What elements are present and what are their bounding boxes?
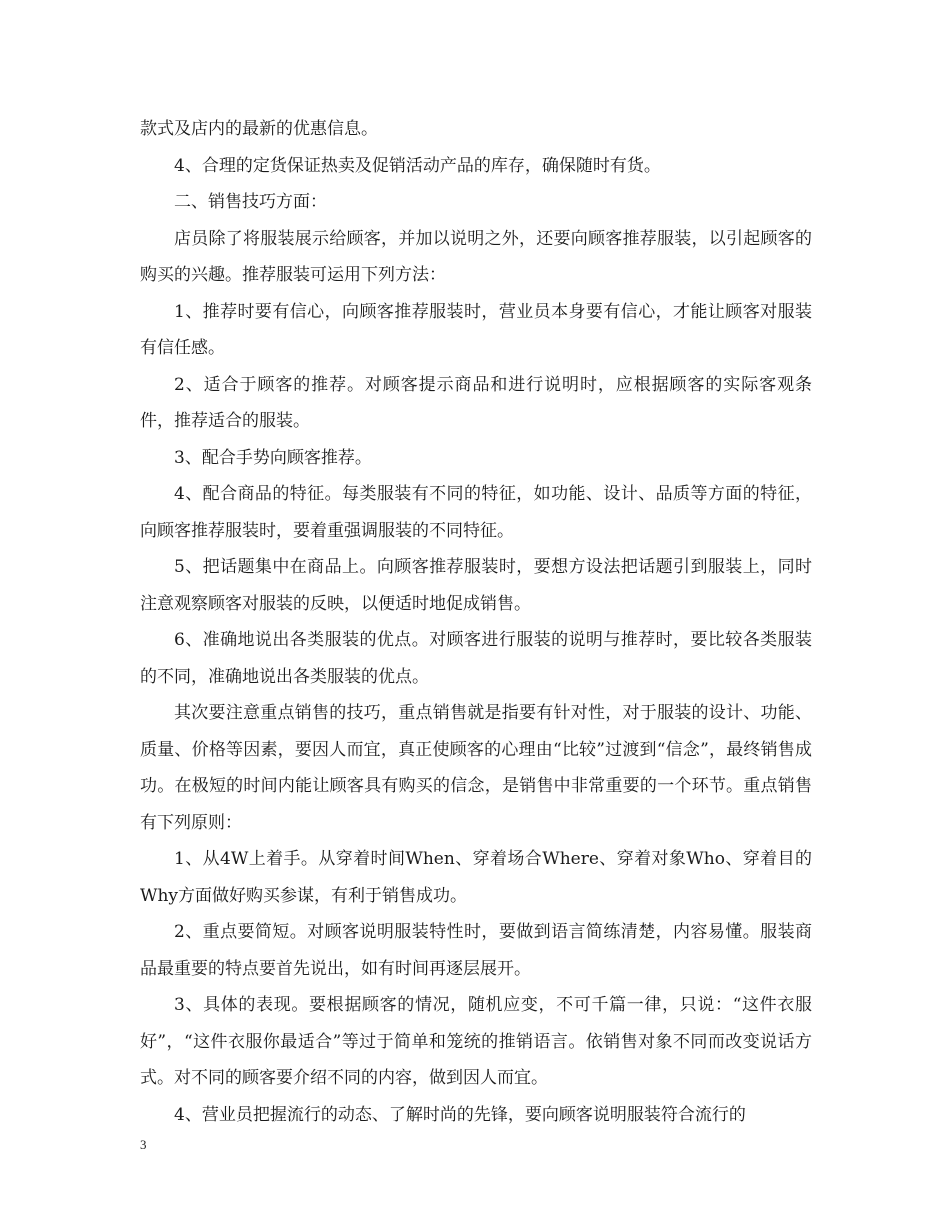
- list-item: 4、配合商品的特征。每类服装有不同的特征，如功能、设计、品质等方面的特征，向顾客推荐服装时，要着重强调服装的不同特征。: [140, 484, 812, 541]
- list-item: 2、适合于顾客的推荐。对顾客提示商品和进行说明时，应根据顾客的实际客观条件，推荐适合的服装。: [140, 374, 812, 431]
- list-item: 1、从4W上着手。从穿着时间When、穿着场合Where、穿着对象Who、穿着目的Why方面做好购买参谋，有利于销售成功。: [140, 849, 812, 906]
- list-item: 6、准确地说出各类服装的优点。对顾客进行服装的说明与推荐时，要比较各类服装的不同，准确地说出各类服装的优点。: [140, 630, 812, 687]
- list-item: 2、重点要简短。对顾客说明服装特性时，要做到语言简练清楚，内容易懂。服装商品最重要的特点要首先说出，如有时间再逐层展开。: [140, 922, 812, 979]
- section-heading: 二、销售技巧方面：: [174, 192, 327, 212]
- paragraph: 4、合理的定货保证热卖及促销活动产品的库存，确保随时有货。: [174, 155, 661, 176]
- list-item: 3、具体的表现。要根据顾客的情况，随机应变，不可千篇一律，只说：“这件衣服好”，“这件衣服你最适合”等过于简单和笼统的推销语言。依销售对象不同而改变说话方式。对不同的顾客要介绍不同的内容，做到因人而宜。: [140, 995, 812, 1088]
- list-item: 5、把话题集中在商品上。向顾客推荐服装时，要想方设法把话题引到服装上，同时注意观察顾客对服装的反映，以便适时地促成销售。: [140, 557, 812, 614]
- paragraph: 款式及店内的最新的优惠信息。: [140, 119, 378, 139]
- page-number: 3: [140, 1137, 147, 1152]
- list-item: 4、营业员把握流行的动态、了解时尚的先锋，要向顾客说明服装符合流行的: [174, 1104, 746, 1125]
- list-item: 3、配合手势向顾客推荐。: [174, 447, 372, 468]
- document-body: [140, 111, 812, 1133]
- paragraph: 其次要注意重点销售的技巧，重点销售就是指要有针对性，对于服装的设计、功能、质量、价格等因素，要因人而宜，真正使顾客的心理由“比较”过渡到“信念”，最终销售成功。在极短的时间内能让顾客具有购买的信念，是销售中非常重要的一个环节。重点销售有下列原则：: [140, 703, 812, 833]
- list-item: 1、推荐时要有信心，向顾客推荐服装时，营业员本身要有信心，才能让顾客对服装有信任感。: [140, 301, 812, 358]
- paragraph: 店员除了将服装展示给顾客，并加以说明之外，还要向顾客推荐服装，以引起顾客的购买的兴趣。推荐服装可运用下列方法：: [140, 228, 812, 285]
